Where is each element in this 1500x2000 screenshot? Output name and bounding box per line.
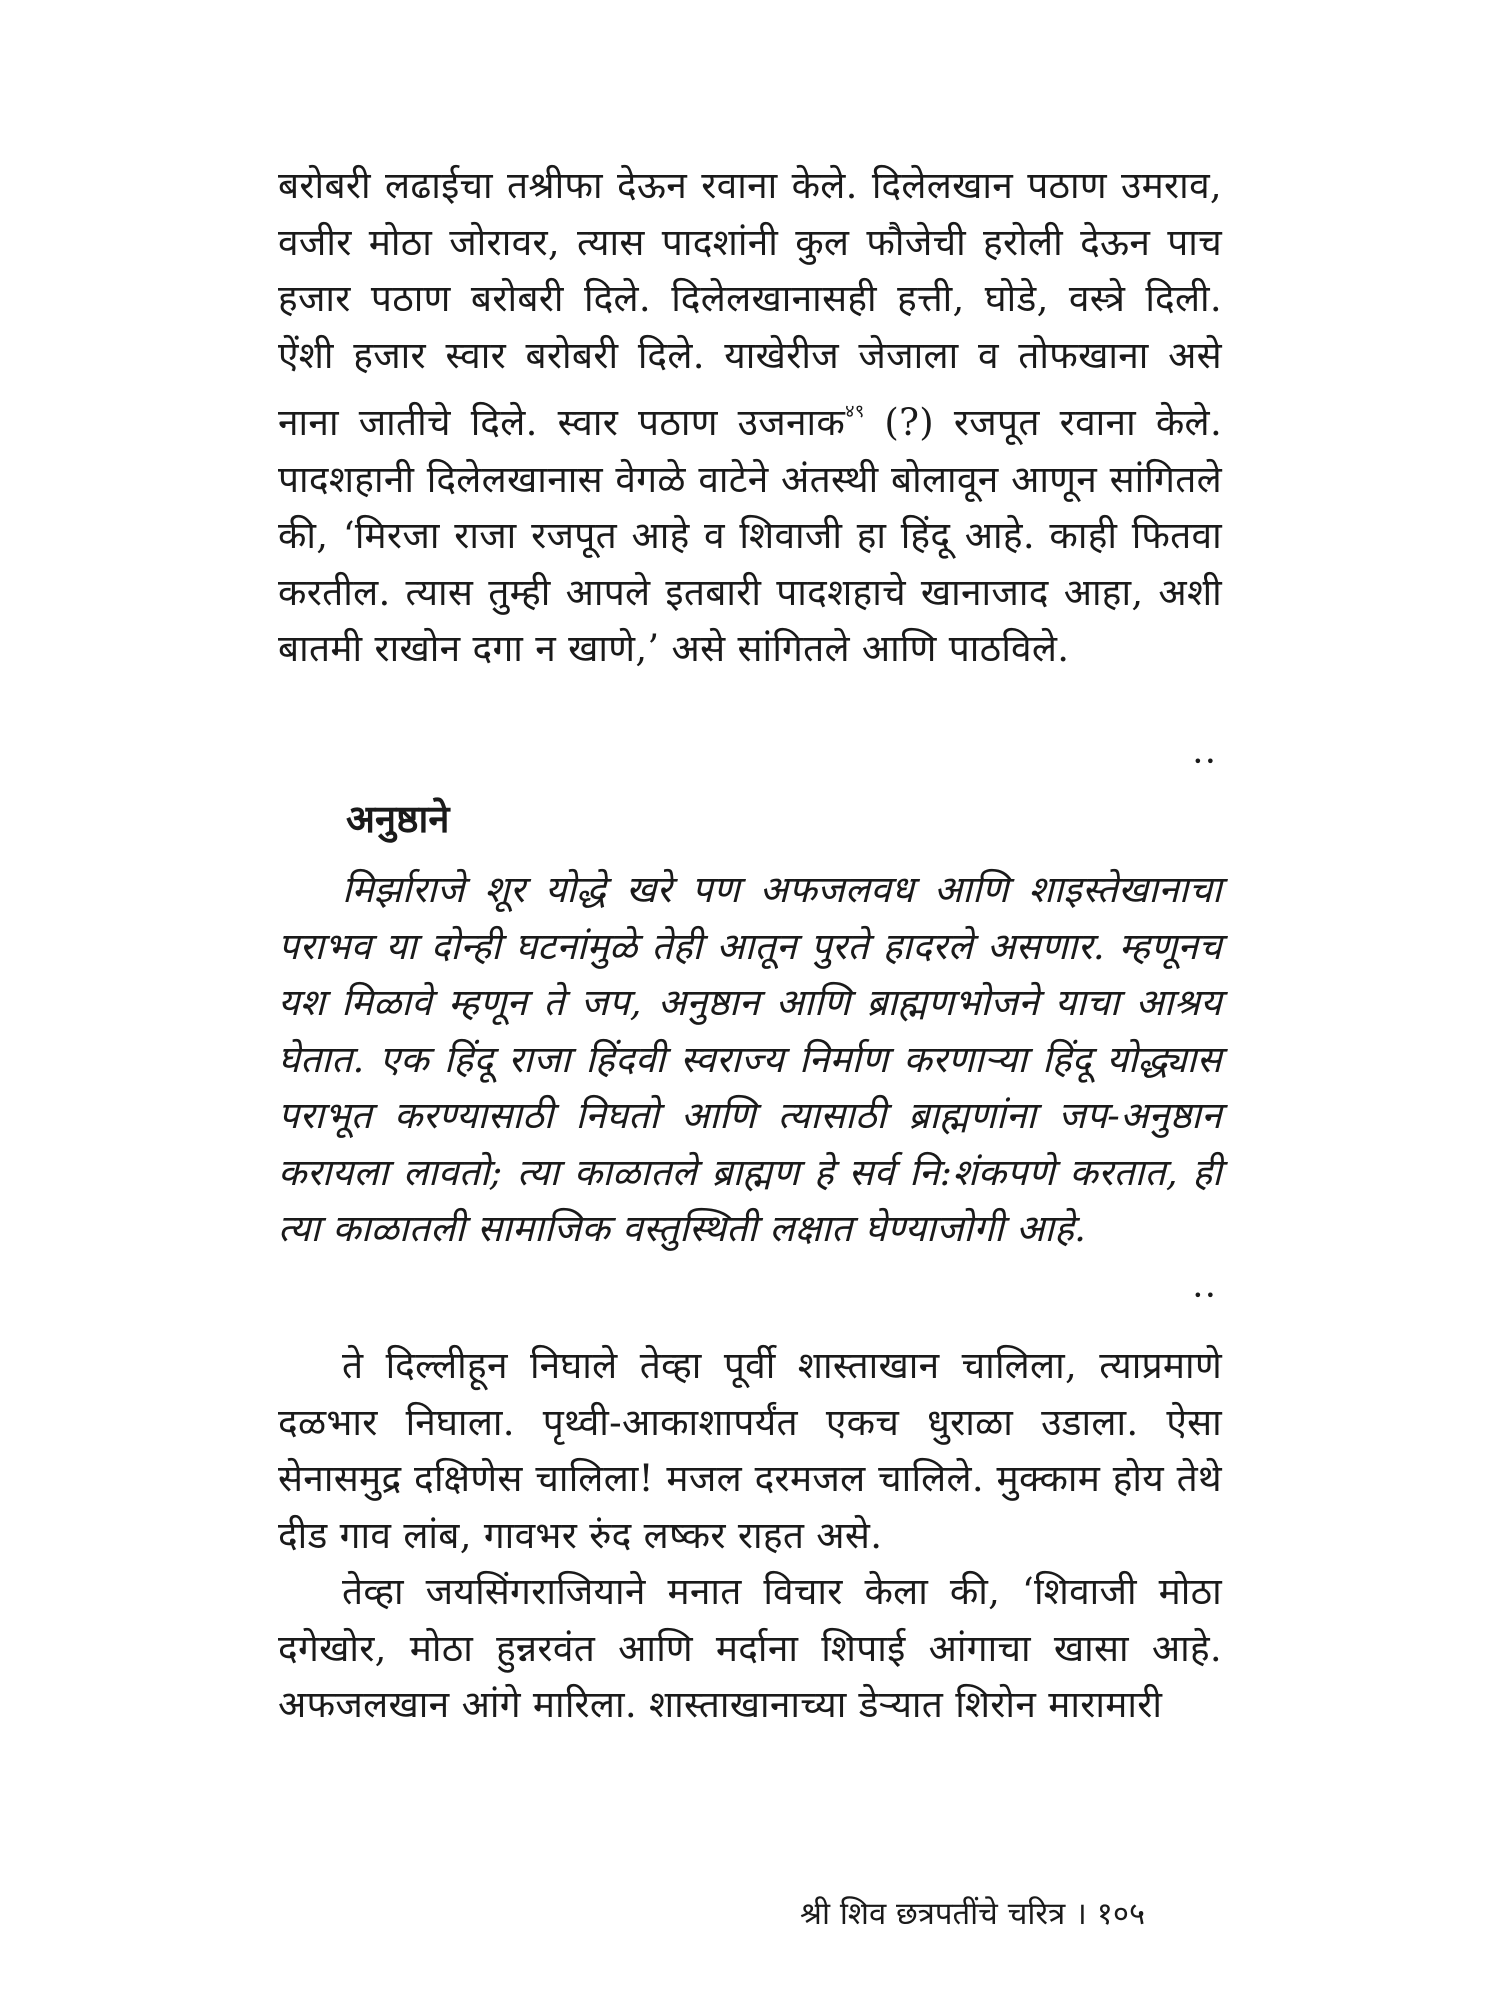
paragraph-1	[278, 158, 1222, 678]
footer-divider: ।	[1075, 1896, 1087, 1932]
paragraph-3	[278, 1564, 1222, 1734]
footnote-marker: ४९	[845, 401, 865, 422]
paragraph-2	[278, 1338, 1222, 1564]
paragraph-1-part-a: बरोबरी लढाईचा तश्रीफा देऊन रवाना केले. दिलेलखान पठाण उमराव, वजीर मोठा जोरावर, त्यास पादशांनी कुल फौजेची हरोली देऊन पाच हजार पठाण बरोबरी दिले. दिलेलखानासही हत्ती, घोडे, वस्त्रे दिली. ऐंशी हजार स्वार बरोबरी दिले. याखेरीज जेजाला व तोफखाना असे नाना जातीचे दिले. स्वार पठाण उजनाक	[278, 164, 1222, 444]
footer-page-number: १०५	[1096, 1896, 1146, 1932]
paragraph-1-text	[278, 158, 1222, 678]
commentary-text: मिर्झाराजे शूर योद्धे खरे पण अफजलवध आणि शाइस्तेखानाचा पराभव या दोन्ही घटनांमुळे तेही आतून पुरते हादरले असणार. म्हणूनच यश मिळावे म्हणून ते जप, अनुष्ठान आणि ब्राह्मणभोजने याचा आश्रय घेतात. एक हिंदू राजा हिंदवी स्वराज्य निर्माण करणाऱ्या हिंदू योद्ध्यास पराभूत करण्यासाठी निघतो आणि त्यासाठी ब्राह्मणांना जप-अनुष्ठान करायला लावतो; त्या काळातले ब्राह्मण हे सर्व नि:शंकपणे करतात, ही त्या काळातली सामाजिक वस्तुस्थिती लक्षात घेण्याजोगी आहे.	[278, 868, 1222, 1250]
section-separator-1: ••	[1193, 752, 1218, 771]
section-heading: अनुष्ठाने	[346, 797, 450, 841]
paragraph-2-text: ते दिल्लीहून निघाले तेव्हा पूर्वी शास्ताखान चालिला, त्याप्रमाणे दळभार निघाला. पृथ्वी-आकाशापर्यंत एकच धुराळा उडाला. ऐसा सेनासमुद्र दक्षिणेस चालिला! मजल दरमजल चालिले. मुक्काम होय तेथे दीड गाव लांब, गावभर रुंद लष्कर राहत असे.	[278, 1344, 1222, 1557]
commentary-block	[278, 862, 1222, 1258]
footer-book-title: श्री शिव छत्रपतींचे चरित्र	[800, 1896, 1066, 1932]
paragraph-1-part-b: (?) रजपूत रवाना केले. पादशहानी दिलेलखानास वेगळे वाटेने अंतस्थी बोलावून आणून सांगितले की, ‘मिरजा राजा रजपूत आहे व शिवाजी हा हिंदू आहे. काही फितवा करतील. त्यास तुम्ही आपले इतबारी पादशहाचे खानाजाद आहा, अशी बातमी राखोन दगा न खाणे,’ असे सांगितले आणि पाठविले.	[278, 401, 1223, 670]
paragraph-3-text: तेव्हा जयसिंगराजियाने मनात विचार केला की, ‘शिवाजी मोठा दगेखोर, मोठा हुन्नरवंत आणि मर्दाना शिपाई आंगाचा खासा आहे. अफजलखान आंगे मारिला. शास्ताखानाच्या डेऱ्यात शिरोन मारामारी	[278, 1570, 1222, 1726]
page-footer	[800, 1892, 1145, 1934]
section-separator-2: ••	[1193, 1286, 1218, 1305]
